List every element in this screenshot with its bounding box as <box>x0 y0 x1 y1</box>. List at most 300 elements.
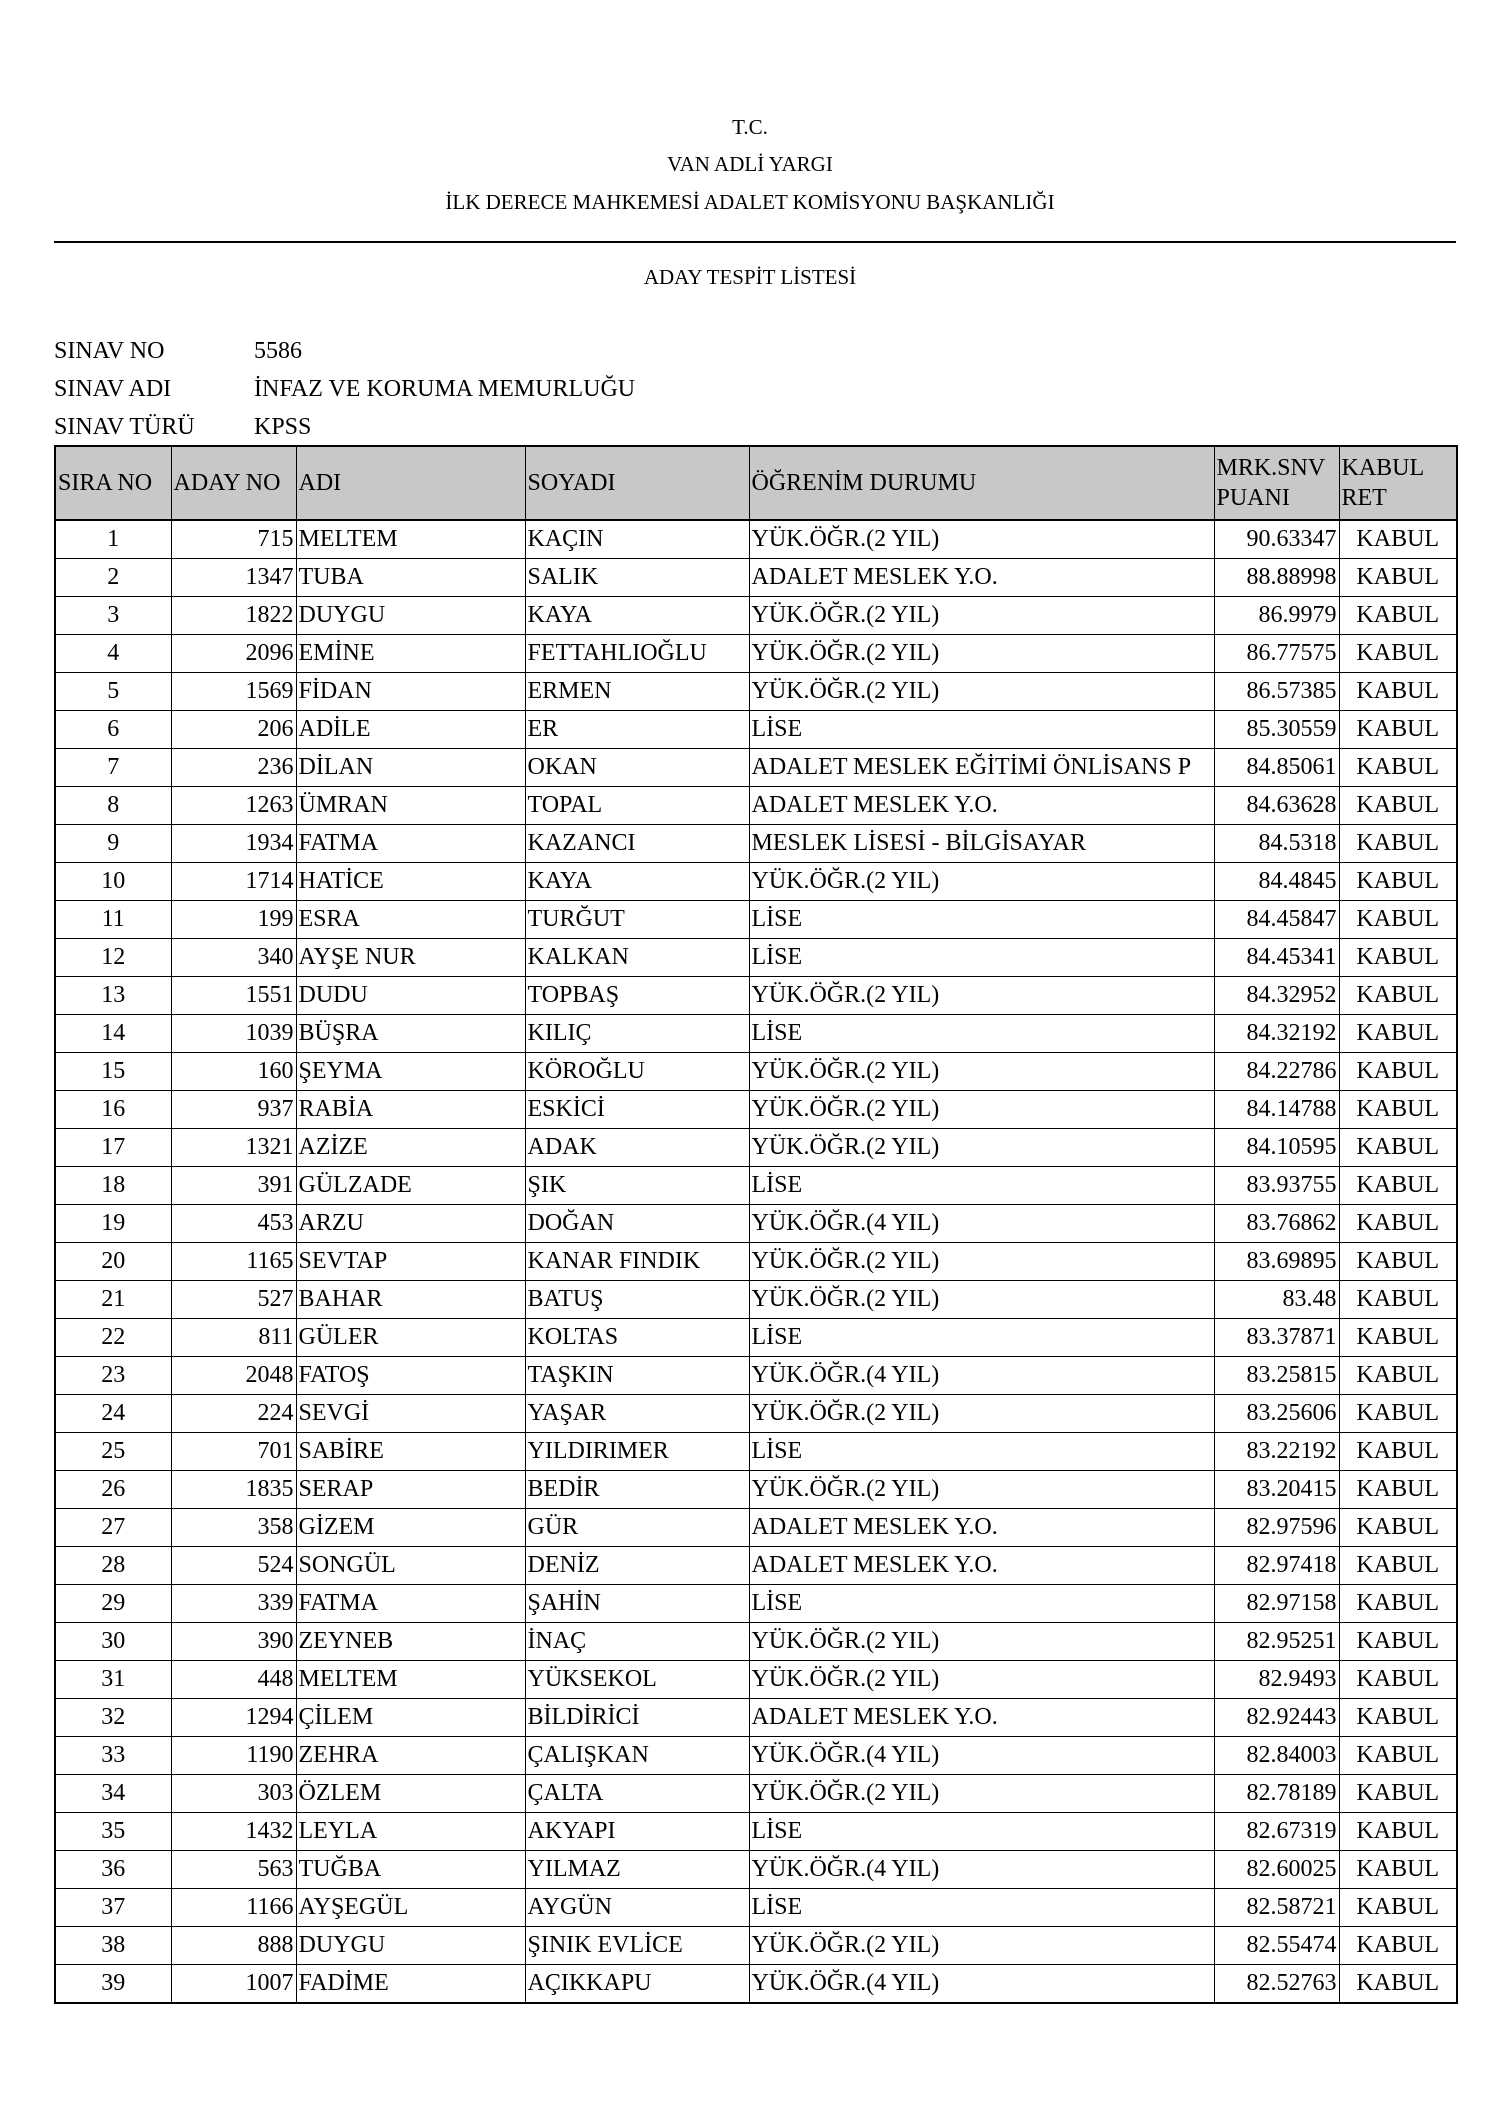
cell-puan: 84.32952 <box>1214 977 1339 1015</box>
cell-puan: 86.9979 <box>1214 597 1339 635</box>
cell-ogrenim: ADALET MESLEK Y.O. <box>749 787 1214 825</box>
cell-sira-no: 10 <box>55 863 171 901</box>
cell-aday-no: 1551 <box>171 977 296 1015</box>
cell-adi: AZİZE <box>296 1129 525 1167</box>
cell-ogrenim: YÜK.ÖĞR.(2 YIL) <box>749 1623 1214 1661</box>
cell-puan: 82.97418 <box>1214 1547 1339 1585</box>
cell-aday-no: 236 <box>171 749 296 787</box>
cell-adi: GİZEM <box>296 1509 525 1547</box>
candidate-table <box>54 445 1458 2004</box>
cell-sira-no: 12 <box>55 939 171 977</box>
cell-soyadi: FETTAHLIOĞLU <box>525 635 749 673</box>
table-row <box>55 1205 1457 1243</box>
cell-sira-no: 7 <box>55 749 171 787</box>
table-row <box>55 673 1457 711</box>
table-row <box>55 1737 1457 1775</box>
cell-adi: SABİRE <box>296 1433 525 1471</box>
cell-ogrenim: ADALET MESLEK EĞİTİMİ ÖNLİSANS P <box>749 749 1214 787</box>
exam-type-value: KPSS <box>254 414 312 440</box>
cell-aday-no: 1835 <box>171 1471 296 1509</box>
cell-soyadi: KILIÇ <box>525 1015 749 1053</box>
cell-puan: 83.37871 <box>1214 1319 1339 1357</box>
exam-no-row <box>54 338 302 365</box>
cell-aday-no: 1934 <box>171 825 296 863</box>
cell-durum: KABUL <box>1339 1243 1457 1281</box>
cell-durum: KABUL <box>1339 1623 1457 1661</box>
cell-puan: 83.93755 <box>1214 1167 1339 1205</box>
cell-aday-no: 303 <box>171 1775 296 1813</box>
cell-sira-no: 28 <box>55 1547 171 1585</box>
header-tc: T.C. <box>732 115 768 139</box>
cell-ogrenim: YÜK.ÖĞR.(2 YIL) <box>749 1091 1214 1129</box>
table-row <box>55 1775 1457 1813</box>
exam-name-row <box>54 376 635 403</box>
cell-soyadi: TOPAL <box>525 787 749 825</box>
cell-aday-no: 453 <box>171 1205 296 1243</box>
cell-puan: 82.97596 <box>1214 1509 1339 1547</box>
cell-sira-no: 24 <box>55 1395 171 1433</box>
cell-ogrenim: YÜK.ÖĞR.(2 YIL) <box>749 673 1214 711</box>
cell-ogrenim: YÜK.ÖĞR.(4 YIL) <box>749 1965 1214 2004</box>
cell-adi: DUYGU <box>296 1927 525 1965</box>
cell-soyadi: TURĞUT <box>525 901 749 939</box>
cell-ogrenim: YÜK.ÖĞR.(2 YIL) <box>749 597 1214 635</box>
cell-adi: AYŞEGÜL <box>296 1889 525 1927</box>
cell-aday-no: 2096 <box>171 635 296 673</box>
table-row <box>55 939 1457 977</box>
cell-sira-no: 19 <box>55 1205 171 1243</box>
cell-sira-no: 31 <box>55 1661 171 1699</box>
cell-ogrenim: YÜK.ÖĞR.(2 YIL) <box>749 520 1214 559</box>
cell-aday-no: 199 <box>171 901 296 939</box>
cell-ogrenim: MESLEK LİSESİ - BİLGİSAYAR <box>749 825 1214 863</box>
cell-durum: KABUL <box>1339 825 1457 863</box>
header-commission: İLK DERECE MAHKEMESİ ADALET KOMİSYONU BAŞKANLIĞI <box>445 190 1055 214</box>
cell-soyadi: KAZANCI <box>525 825 749 863</box>
cell-durum: KABUL <box>1339 1547 1457 1585</box>
cell-adi: MELTEM <box>296 1661 525 1699</box>
table-row <box>55 1965 1457 2004</box>
cell-durum: KABUL <box>1339 635 1457 673</box>
cell-durum: KABUL <box>1339 1585 1457 1623</box>
cell-sira-no: 20 <box>55 1243 171 1281</box>
cell-sira-no: 38 <box>55 1927 171 1965</box>
cell-sira-no: 2 <box>55 559 171 597</box>
cell-aday-no: 937 <box>171 1091 296 1129</box>
table-row <box>55 1281 1457 1319</box>
cell-puan: 85.30559 <box>1214 711 1339 749</box>
cell-soyadi: YÜKSEKOL <box>525 1661 749 1699</box>
cell-aday-no: 1569 <box>171 673 296 711</box>
table-row <box>55 1509 1457 1547</box>
table-row <box>55 1889 1457 1927</box>
cell-durum: KABUL <box>1339 1661 1457 1699</box>
cell-adi: EMİNE <box>296 635 525 673</box>
cell-aday-no: 160 <box>171 1053 296 1091</box>
exam-type-label: SINAV TÜRÜ <box>54 414 195 440</box>
cell-aday-no: 391 <box>171 1167 296 1205</box>
table-row <box>55 749 1457 787</box>
col-sira-no: SIRA NO <box>55 446 171 520</box>
cell-aday-no: 1263 <box>171 787 296 825</box>
table-header-row <box>55 446 1457 520</box>
cell-sira-no: 26 <box>55 1471 171 1509</box>
cell-aday-no: 339 <box>171 1585 296 1623</box>
cell-soyadi: ERMEN <box>525 673 749 711</box>
cell-durum: KABUL <box>1339 863 1457 901</box>
cell-soyadi: AYGÜN <box>525 1889 749 1927</box>
cell-soyadi: DOĞAN <box>525 1205 749 1243</box>
cell-ogrenim: YÜK.ÖĞR.(2 YIL) <box>749 1395 1214 1433</box>
cell-adi: SERAP <box>296 1471 525 1509</box>
cell-ogrenim: YÜK.ÖĞR.(2 YIL) <box>749 1129 1214 1167</box>
header-divider <box>54 241 1456 243</box>
cell-puan: 84.63628 <box>1214 787 1339 825</box>
table-row <box>55 520 1457 559</box>
table-row <box>55 1053 1457 1091</box>
cell-ogrenim: YÜK.ÖĞR.(4 YIL) <box>749 1357 1214 1395</box>
cell-sira-no: 29 <box>55 1585 171 1623</box>
cell-ogrenim: YÜK.ÖĞR.(2 YIL) <box>749 1927 1214 1965</box>
cell-durum: KABUL <box>1339 1129 1457 1167</box>
cell-aday-no: 1007 <box>171 1965 296 2004</box>
cell-aday-no: 524 <box>171 1547 296 1585</box>
cell-soyadi: ER <box>525 711 749 749</box>
col-kabul <box>1339 446 1457 520</box>
table-row <box>55 1015 1457 1053</box>
table-row <box>55 1433 1457 1471</box>
table-row <box>55 1319 1457 1357</box>
cell-ogrenim: LİSE <box>749 1889 1214 1927</box>
cell-puan: 82.58721 <box>1214 1889 1339 1927</box>
cell-puan: 82.78189 <box>1214 1775 1339 1813</box>
cell-sira-no: 16 <box>55 1091 171 1129</box>
table-row <box>55 1699 1457 1737</box>
cell-puan: 82.92443 <box>1214 1699 1339 1737</box>
cell-adi: BÜŞRA <box>296 1015 525 1053</box>
cell-puan: 86.57385 <box>1214 673 1339 711</box>
cell-soyadi: ESKİCİ <box>525 1091 749 1129</box>
cell-durum: KABUL <box>1339 749 1457 787</box>
cell-aday-no: 1294 <box>171 1699 296 1737</box>
cell-ogrenim: YÜK.ÖĞR.(2 YIL) <box>749 1243 1214 1281</box>
exam-no-label: SINAV NO <box>54 338 165 364</box>
table-row <box>55 1813 1457 1851</box>
cell-puan: 84.85061 <box>1214 749 1339 787</box>
cell-puan: 82.95251 <box>1214 1623 1339 1661</box>
cell-durum: KABUL <box>1339 1965 1457 2004</box>
cell-soyadi: ŞINIK EVLİCE <box>525 1927 749 1965</box>
cell-ogrenim: YÜK.ÖĞR.(2 YIL) <box>749 1661 1214 1699</box>
cell-durum: KABUL <box>1339 1813 1457 1851</box>
cell-aday-no: 563 <box>171 1851 296 1889</box>
cell-sira-no: 22 <box>55 1319 171 1357</box>
cell-sira-no: 35 <box>55 1813 171 1851</box>
cell-puan: 83.69895 <box>1214 1243 1339 1281</box>
cell-durum: KABUL <box>1339 1319 1457 1357</box>
cell-soyadi: YILMAZ <box>525 1851 749 1889</box>
cell-durum: KABUL <box>1339 520 1457 559</box>
cell-soyadi: YAŞAR <box>525 1395 749 1433</box>
cell-adi: LEYLA <box>296 1813 525 1851</box>
cell-adi: MELTEM <box>296 520 525 559</box>
col-kabul-line2: RET <box>1341 485 1387 511</box>
cell-ogrenim: LİSE <box>749 1813 1214 1851</box>
cell-soyadi: İNAÇ <box>525 1623 749 1661</box>
cell-puan: 83.25815 <box>1214 1357 1339 1395</box>
cell-aday-no: 1165 <box>171 1243 296 1281</box>
col-soyadi: SOYADI <box>525 446 749 520</box>
cell-sira-no: 14 <box>55 1015 171 1053</box>
cell-ogrenim: YÜK.ÖĞR.(4 YIL) <box>749 1737 1214 1775</box>
cell-durum: KABUL <box>1339 1699 1457 1737</box>
cell-aday-no: 1321 <box>171 1129 296 1167</box>
cell-durum: KABUL <box>1339 1167 1457 1205</box>
cell-soyadi: AKYAPI <box>525 1813 749 1851</box>
cell-ogrenim: LİSE <box>749 901 1214 939</box>
cell-sira-no: 34 <box>55 1775 171 1813</box>
cell-sira-no: 30 <box>55 1623 171 1661</box>
col-kabul-line1: KABUL <box>1341 455 1425 481</box>
cell-puan: 84.45341 <box>1214 939 1339 977</box>
cell-ogrenim: YÜK.ÖĞR.(2 YIL) <box>749 863 1214 901</box>
cell-durum: KABUL <box>1339 1927 1457 1965</box>
cell-sira-no: 4 <box>55 635 171 673</box>
table-row <box>55 1547 1457 1585</box>
cell-ogrenim: LİSE <box>749 1167 1214 1205</box>
table-row <box>55 787 1457 825</box>
cell-puan: 82.55474 <box>1214 1927 1339 1965</box>
cell-ogrenim: LİSE <box>749 1015 1214 1053</box>
cell-puan: 82.67319 <box>1214 1813 1339 1851</box>
cell-durum: KABUL <box>1339 939 1457 977</box>
cell-adi: ARZU <box>296 1205 525 1243</box>
table-row <box>55 901 1457 939</box>
cell-aday-no: 527 <box>171 1281 296 1319</box>
cell-adi: FADİME <box>296 1965 525 2004</box>
cell-sira-no: 1 <box>55 520 171 559</box>
cell-puan: 84.22786 <box>1214 1053 1339 1091</box>
cell-aday-no: 2048 <box>171 1357 296 1395</box>
cell-ogrenim: YÜK.ÖĞR.(2 YIL) <box>749 977 1214 1015</box>
cell-aday-no: 715 <box>171 520 296 559</box>
cell-durum: KABUL <box>1339 597 1457 635</box>
table-row <box>55 1091 1457 1129</box>
table-row <box>55 1243 1457 1281</box>
cell-sira-no: 5 <box>55 673 171 711</box>
cell-puan: 82.60025 <box>1214 1851 1339 1889</box>
cell-adi: AYŞE NUR <box>296 939 525 977</box>
cell-puan: 84.32192 <box>1214 1015 1339 1053</box>
cell-ogrenim: YÜK.ÖĞR.(2 YIL) <box>749 1281 1214 1319</box>
header-institution: VAN ADLİ YARGI <box>667 152 833 176</box>
cell-sira-no: 3 <box>55 597 171 635</box>
cell-adi: ZEYNEB <box>296 1623 525 1661</box>
cell-soyadi: KANAR FINDIK <box>525 1243 749 1281</box>
cell-aday-no: 340 <box>171 939 296 977</box>
cell-soyadi: SALIK <box>525 559 749 597</box>
cell-sira-no: 37 <box>55 1889 171 1927</box>
cell-soyadi: ÇALIŞKAN <box>525 1737 749 1775</box>
cell-sira-no: 11 <box>55 901 171 939</box>
table-row <box>55 1927 1457 1965</box>
table-row <box>55 1623 1457 1661</box>
cell-durum: KABUL <box>1339 1357 1457 1395</box>
cell-sira-no: 17 <box>55 1129 171 1167</box>
cell-durum: KABUL <box>1339 1889 1457 1927</box>
table-row <box>55 1357 1457 1395</box>
cell-soyadi: KAYA <box>525 863 749 901</box>
table-row <box>55 1471 1457 1509</box>
table-row <box>55 559 1457 597</box>
cell-sira-no: 18 <box>55 1167 171 1205</box>
cell-adi: GÜLER <box>296 1319 525 1357</box>
cell-aday-no: 358 <box>171 1509 296 1547</box>
cell-adi: SEVTAP <box>296 1243 525 1281</box>
cell-adi: FATMA <box>296 825 525 863</box>
cell-adi: ADİLE <box>296 711 525 749</box>
cell-puan: 82.97158 <box>1214 1585 1339 1623</box>
cell-adi: ÜMRAN <box>296 787 525 825</box>
cell-durum: KABUL <box>1339 1015 1457 1053</box>
cell-puan: 82.9493 <box>1214 1661 1339 1699</box>
cell-soyadi: KALKAN <box>525 939 749 977</box>
cell-soyadi: DENİZ <box>525 1547 749 1585</box>
cell-sira-no: 6 <box>55 711 171 749</box>
cell-puan: 90.63347 <box>1214 520 1339 559</box>
cell-aday-no: 1039 <box>171 1015 296 1053</box>
cell-soyadi: BATUŞ <box>525 1281 749 1319</box>
table-row <box>55 1167 1457 1205</box>
cell-adi: GÜLZADE <box>296 1167 525 1205</box>
cell-aday-no: 206 <box>171 711 296 749</box>
cell-adi: DUYGU <box>296 597 525 635</box>
table-row <box>55 711 1457 749</box>
cell-durum: KABUL <box>1339 787 1457 825</box>
cell-adi: RABİA <box>296 1091 525 1129</box>
cell-soyadi: TAŞKIN <box>525 1357 749 1395</box>
exam-type-row <box>54 414 311 441</box>
cell-puan: 83.22192 <box>1214 1433 1339 1471</box>
col-puan-line1: MRK.SNV <box>1216 455 1326 481</box>
cell-durum: KABUL <box>1339 1775 1457 1813</box>
cell-puan: 88.88998 <box>1214 559 1339 597</box>
cell-durum: KABUL <box>1339 673 1457 711</box>
cell-durum: KABUL <box>1339 1471 1457 1509</box>
table-row <box>55 825 1457 863</box>
cell-soyadi: BİLDİRİCİ <box>525 1699 749 1737</box>
cell-ogrenim: YÜK.ÖĞR.(4 YIL) <box>749 1205 1214 1243</box>
cell-adi: ÇİLEM <box>296 1699 525 1737</box>
cell-puan: 83.25606 <box>1214 1395 1339 1433</box>
cell-puan: 84.45847 <box>1214 901 1339 939</box>
exam-name-value: İNFAZ VE KORUMA MEMURLUĞU <box>254 376 636 402</box>
cell-adi: ŞEYMA <box>296 1053 525 1091</box>
cell-aday-no: 1190 <box>171 1737 296 1775</box>
cell-durum: KABUL <box>1339 711 1457 749</box>
cell-adi: ÖZLEM <box>296 1775 525 1813</box>
cell-puan: 82.52763 <box>1214 1965 1339 2004</box>
cell-ogrenim: YÜK.ÖĞR.(2 YIL) <box>749 1471 1214 1509</box>
cell-ogrenim: YÜK.ÖĞR.(2 YIL) <box>749 635 1214 673</box>
list-title: ADAY TESPİT LİSTESİ <box>643 265 857 289</box>
cell-durum: KABUL <box>1339 1737 1457 1775</box>
table-row <box>55 977 1457 1015</box>
cell-aday-no: 1822 <box>171 597 296 635</box>
cell-soyadi: ŞIK <box>525 1167 749 1205</box>
cell-ogrenim: LİSE <box>749 711 1214 749</box>
cell-soyadi: KAYA <box>525 597 749 635</box>
cell-aday-no: 390 <box>171 1623 296 1661</box>
cell-soyadi: KÖROĞLU <box>525 1053 749 1091</box>
cell-soyadi: AÇIKKAPU <box>525 1965 749 2004</box>
cell-aday-no: 224 <box>171 1395 296 1433</box>
cell-ogrenim: LİSE <box>749 1319 1214 1357</box>
cell-sira-no: 25 <box>55 1433 171 1471</box>
cell-adi: DİLAN <box>296 749 525 787</box>
cell-aday-no: 448 <box>171 1661 296 1699</box>
cell-adi: FATMA <box>296 1585 525 1623</box>
cell-sira-no: 8 <box>55 787 171 825</box>
cell-adi: FİDAN <box>296 673 525 711</box>
exam-no-value: 5586 <box>254 338 302 364</box>
cell-sira-no: 27 <box>55 1509 171 1547</box>
cell-aday-no: 811 <box>171 1319 296 1357</box>
cell-soyadi: YILDIRIMER <box>525 1433 749 1471</box>
cell-durum: KABUL <box>1339 1509 1457 1547</box>
cell-adi: SONGÜL <box>296 1547 525 1585</box>
cell-ogrenim: YÜK.ÖĞR.(2 YIL) <box>749 1053 1214 1091</box>
table-row <box>55 597 1457 635</box>
cell-sira-no: 36 <box>55 1851 171 1889</box>
cell-durum: KABUL <box>1339 1091 1457 1129</box>
cell-durum: KABUL <box>1339 901 1457 939</box>
cell-soyadi: ÇALTA <box>525 1775 749 1813</box>
col-adi: ADI <box>296 446 525 520</box>
cell-soyadi: GÜR <box>525 1509 749 1547</box>
cell-puan: 83.20415 <box>1214 1471 1339 1509</box>
cell-sira-no: 32 <box>55 1699 171 1737</box>
cell-puan: 83.76862 <box>1214 1205 1339 1243</box>
table-row <box>55 1129 1457 1167</box>
cell-ogrenim: ADALET MESLEK Y.O. <box>749 1699 1214 1737</box>
cell-adi: HATİCE <box>296 863 525 901</box>
col-aday-no: ADAY NO <box>171 446 296 520</box>
cell-soyadi: ŞAHİN <box>525 1585 749 1623</box>
cell-sira-no: 15 <box>55 1053 171 1091</box>
cell-adi: TUBA <box>296 559 525 597</box>
cell-ogrenim: LİSE <box>749 1433 1214 1471</box>
cell-puan: 84.4845 <box>1214 863 1339 901</box>
cell-aday-no: 1347 <box>171 559 296 597</box>
cell-soyadi: BEDİR <box>525 1471 749 1509</box>
cell-sira-no: 13 <box>55 977 171 1015</box>
cell-durum: KABUL <box>1339 1053 1457 1091</box>
cell-puan: 84.14788 <box>1214 1091 1339 1129</box>
cell-sira-no: 39 <box>55 1965 171 2004</box>
cell-ogrenim: ADALET MESLEK Y.O. <box>749 559 1214 597</box>
table-row <box>55 1851 1457 1889</box>
col-ogrenim: ÖĞRENİM DURUMU <box>749 446 1214 520</box>
table-row <box>55 1661 1457 1699</box>
cell-durum: KABUL <box>1339 1205 1457 1243</box>
cell-sira-no: 9 <box>55 825 171 863</box>
cell-durum: KABUL <box>1339 1851 1457 1889</box>
cell-adi: BAHAR <box>296 1281 525 1319</box>
cell-puan: 83.48 <box>1214 1281 1339 1319</box>
cell-adi: FATOŞ <box>296 1357 525 1395</box>
cell-sira-no: 21 <box>55 1281 171 1319</box>
